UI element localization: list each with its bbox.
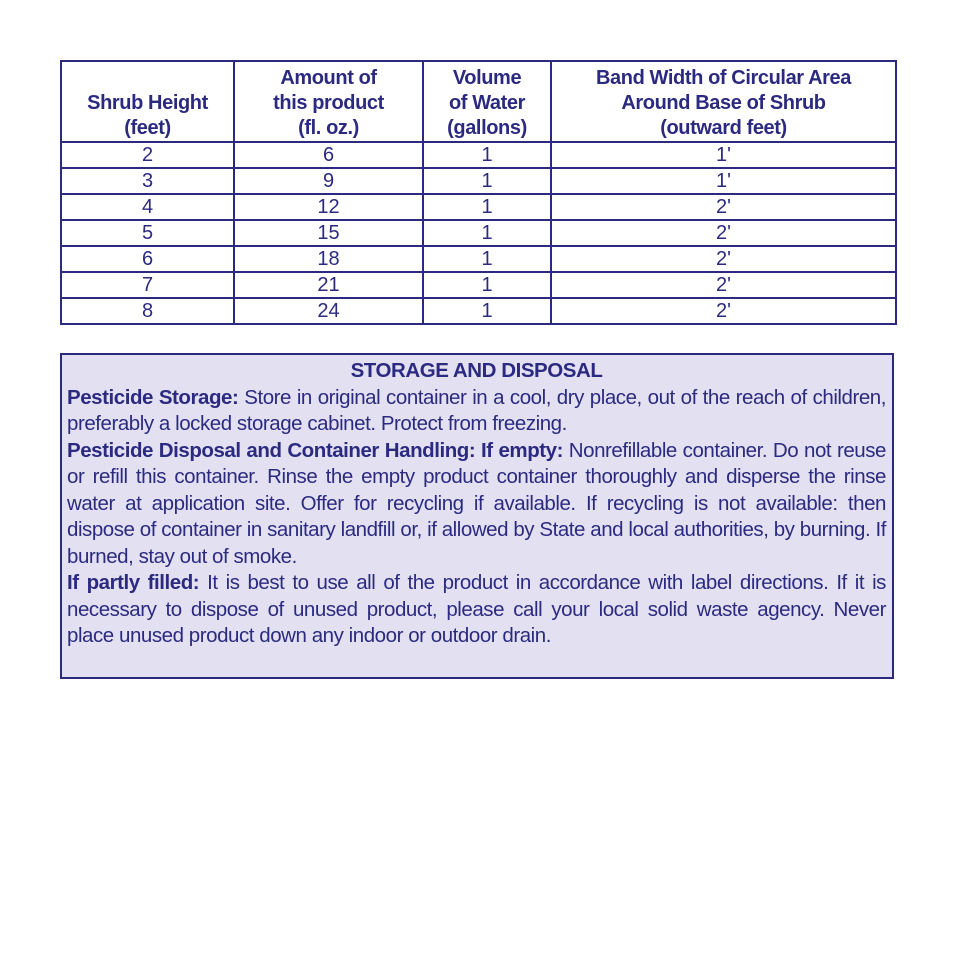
application-rate-table bbox=[60, 60, 897, 325]
header-product-amount bbox=[234, 61, 423, 142]
table-row bbox=[61, 246, 896, 272]
storage-paragraph bbox=[67, 385, 886, 438]
storage-disposal-box bbox=[60, 353, 894, 679]
header-line: Volume bbox=[452, 67, 522, 89]
table-cell: 1' bbox=[551, 168, 896, 194]
table-cell: 15 bbox=[234, 220, 423, 246]
table-cell: 21 bbox=[234, 272, 423, 298]
table-cell: 7 bbox=[61, 272, 234, 298]
header-line: Shrub Height bbox=[87, 92, 208, 114]
table-cell: 8 bbox=[61, 298, 234, 324]
table-cell: 1' bbox=[551, 142, 896, 168]
table-cell: 24 bbox=[234, 298, 423, 324]
table-row bbox=[61, 220, 896, 246]
header-band-width bbox=[551, 61, 896, 142]
table-cell: 1 bbox=[423, 142, 551, 168]
partly-filled-paragraph bbox=[67, 570, 886, 650]
header-line: this product bbox=[273, 92, 384, 114]
table-cell: 6 bbox=[61, 246, 234, 272]
table-row bbox=[61, 194, 896, 220]
header-line: Band Width of Circular Area bbox=[596, 67, 851, 89]
table-cell: 2' bbox=[551, 272, 896, 298]
header-line: Around Base of Shrub bbox=[621, 92, 826, 114]
table-cell: 18 bbox=[234, 246, 423, 272]
table-cell: 1 bbox=[423, 168, 551, 194]
header-line: Amount of bbox=[280, 67, 377, 89]
table-cell: 1 bbox=[423, 298, 551, 324]
table-cell: 2' bbox=[551, 246, 896, 272]
table-cell: 2' bbox=[551, 298, 896, 324]
table-cell: 4 bbox=[61, 194, 234, 220]
table-cell: 1 bbox=[423, 194, 551, 220]
paragraph-text: Nonrefillable container. Do not reuse or refill this container. Rinse the empty product container thoroughly and disperse the rinse water at application site. Offer for recycling if available. If recycling is not available: then dispose of container in sanitary landfill or, if allowed by State and local authorities, by burning. If burned, stay out of smoke. bbox=[67, 438, 886, 568]
table-cell: 2' bbox=[551, 194, 896, 220]
header-line: (outward feet) bbox=[660, 117, 787, 139]
table-cell: 2 bbox=[61, 142, 234, 168]
table-cell: 1 bbox=[423, 246, 551, 272]
paragraph-label: Pesticide Disposal and Container Handling: If empty: bbox=[67, 438, 563, 462]
paragraph-label: Pesticide Storage: bbox=[67, 385, 239, 409]
header-line: (fl. oz.) bbox=[298, 117, 359, 139]
table-cell: 3 bbox=[61, 168, 234, 194]
table-cell: 12 bbox=[234, 194, 423, 220]
header-shrub-height bbox=[61, 61, 234, 142]
table-cell: 1 bbox=[423, 220, 551, 246]
storage-title: STORAGE AND DISPOSAL bbox=[350, 359, 603, 382]
table-row bbox=[61, 298, 896, 324]
table-cell: 2' bbox=[551, 220, 896, 246]
table-cell: 1 bbox=[423, 272, 551, 298]
table-row bbox=[61, 168, 896, 194]
table-cell: 5 bbox=[61, 220, 234, 246]
table-cell: 6 bbox=[234, 142, 423, 168]
header-line: (feet) bbox=[124, 117, 171, 139]
table-row bbox=[61, 142, 896, 168]
header-line: of Water bbox=[448, 92, 526, 114]
table-cell: 9 bbox=[234, 168, 423, 194]
paragraph-text: Store in original container in a cool, dry place, out of the reach of children, preferably a locked storage cabinet. Protect from freezing. bbox=[67, 385, 887, 435]
table-row bbox=[61, 272, 896, 298]
table-header-row bbox=[61, 61, 896, 142]
header-water-volume bbox=[423, 61, 551, 142]
paragraph-label: If partly filled: bbox=[67, 571, 200, 594]
disposal-paragraph bbox=[67, 438, 886, 571]
header-line: (gallons) bbox=[447, 117, 527, 139]
paragraph-text: It is best to use all of the product in accordance with label directions. If it is necessary to dispose of unused product, please call your local solid waste agency. Never place unused product down any indoor or outdoor drain. bbox=[67, 571, 886, 647]
